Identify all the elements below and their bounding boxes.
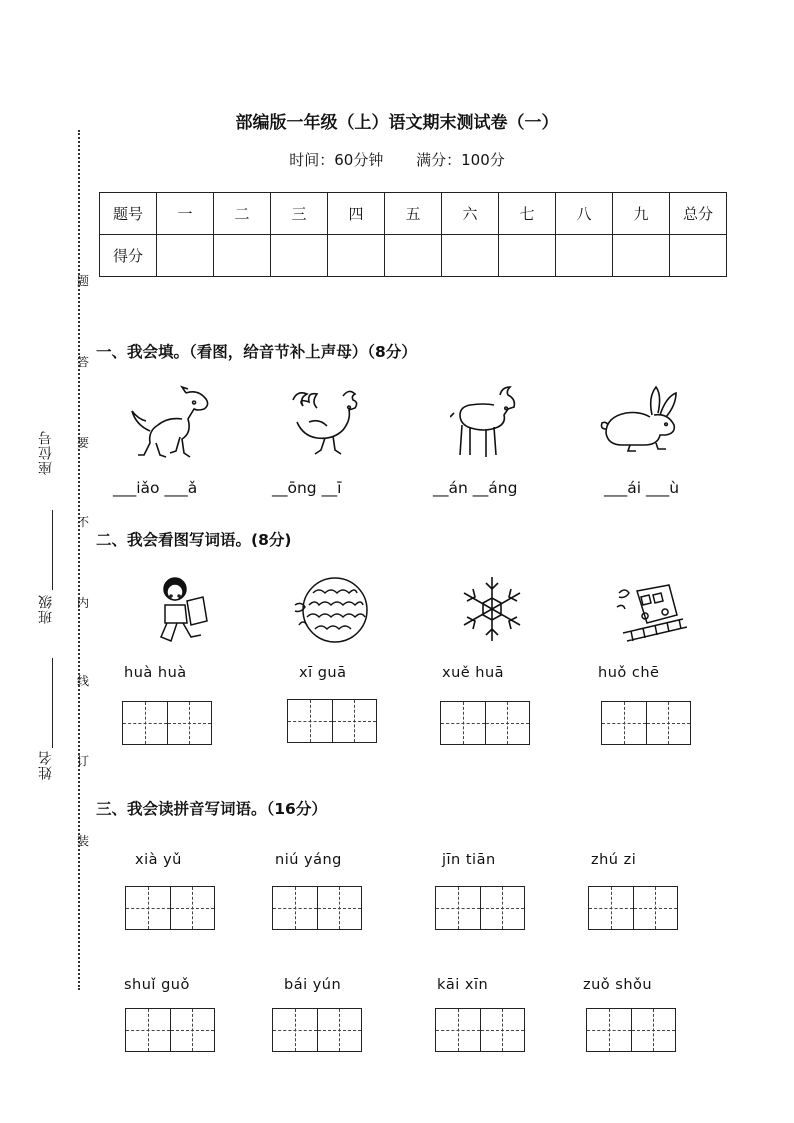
score-header-cell: 七: [499, 193, 556, 235]
watermelon-picture: [293, 575, 371, 645]
section1-title: 一、我会填。（看图，给音节补上声母）（8分）: [96, 343, 417, 361]
score-header-cell: 五: [385, 193, 442, 235]
writing-grid[interactable]: [440, 701, 530, 745]
writing-grid[interactable]: [435, 1008, 525, 1052]
writing-grid[interactable]: [586, 1008, 676, 1052]
section1-blank-rooster[interactable]: __ōng __ī: [272, 479, 342, 497]
score-input-cell[interactable]: [442, 235, 499, 277]
exam-full-score: 满分：100分: [416, 151, 505, 169]
score-header-cell: 八: [556, 193, 613, 235]
score-input-cell[interactable]: [214, 235, 271, 277]
score-table-header-row: [100, 193, 727, 235]
section3-pinyin: jīn tiān: [442, 852, 496, 868]
writing-grid[interactable]: [272, 886, 362, 930]
class-label: 班级: [38, 594, 54, 624]
score-input-cell[interactable]: [328, 235, 385, 277]
section3-pinyin: zhú zi: [591, 852, 637, 868]
binding-char: 订: [76, 754, 89, 768]
score-input-cell[interactable]: [271, 235, 328, 277]
binding-char: 答: [76, 355, 89, 369]
section3-pinyin: bái yún: [284, 977, 342, 993]
score-table-score-row: [100, 235, 727, 277]
score-header-cell: 一: [157, 193, 214, 235]
name-underline[interactable]: [52, 658, 53, 748]
section1-blank-goat[interactable]: __án __áng: [433, 479, 518, 497]
section3-pinyin: zuǒ shǒu: [583, 977, 653, 993]
score-row-label: 得分: [100, 235, 157, 277]
score-header-cell: 二: [214, 193, 271, 235]
writing-grid[interactable]: [122, 701, 212, 745]
score-header-cell: 总分: [670, 193, 727, 235]
binding-char: 不: [76, 515, 89, 529]
rabbit-picture: [600, 385, 682, 463]
score-header-cell: 四: [328, 193, 385, 235]
writing-grid[interactable]: [125, 886, 215, 930]
score-input-cell[interactable]: [613, 235, 670, 277]
binding-char: 要: [76, 436, 89, 450]
section2-pinyin: xī guā: [299, 665, 347, 681]
horse-picture: [128, 385, 212, 463]
score-input-cell[interactable]: [670, 235, 727, 277]
writing-grid[interactable]: [272, 1008, 362, 1052]
section3-title: 三、我会读拼音写词语。（16分）: [96, 800, 327, 818]
section2-pinyin: huǒ chē: [598, 665, 660, 681]
section1-blank-rabbit[interactable]: ___ái ___ù: [604, 479, 680, 497]
name-label: 姓名: [38, 750, 54, 780]
binding-char: 题: [76, 274, 89, 288]
section2-pinyin: huà huà: [124, 665, 187, 681]
exam-time: 时间：60分钟: [289, 151, 384, 169]
seat-number-label: 座位号: [38, 430, 54, 475]
class-underline[interactable]: [52, 510, 53, 590]
section3-pinyin: kāi xīn: [437, 977, 489, 993]
binding-dotted-line: [78, 130, 80, 990]
score-header-cell: 题号: [100, 193, 157, 235]
score-table: [99, 192, 727, 277]
score-input-cell[interactable]: [157, 235, 214, 277]
section2-pinyin: xuě huā: [442, 665, 505, 681]
section2-title: 二、我会看图写词语。(8分): [96, 531, 292, 549]
score-input-cell[interactable]: [385, 235, 442, 277]
binding-char: 线: [76, 674, 89, 688]
score-header-cell: 六: [442, 193, 499, 235]
boy-drawing-picture: [155, 575, 211, 645]
writing-grid[interactable]: [435, 886, 525, 930]
snowflake-picture: [461, 575, 523, 643]
goat-picture: [450, 385, 522, 463]
writing-grid[interactable]: [588, 886, 678, 930]
binding-char: 内: [76, 596, 89, 610]
score-header-cell: 三: [271, 193, 328, 235]
train-picture: [615, 573, 689, 647]
writing-grid[interactable]: [287, 699, 377, 743]
section1-blank-horse[interactable]: ___iǎo ___ǎ: [113, 479, 198, 497]
section3-pinyin: shuǐ guǒ: [124, 977, 190, 993]
score-input-cell[interactable]: [499, 235, 556, 277]
exam-info: [0, 149, 794, 170]
writing-grid[interactable]: [601, 701, 691, 745]
section3-pinyin: niú yáng: [275, 852, 342, 868]
score-header-cell: 九: [613, 193, 670, 235]
rooster-picture: [285, 382, 363, 462]
score-input-cell[interactable]: [556, 235, 613, 277]
writing-grid[interactable]: [125, 1008, 215, 1052]
page-title: 部编版一年级（上）语文期末测试卷（一）: [235, 113, 559, 133]
binding-char: 装: [76, 834, 89, 848]
section3-pinyin: xià yǔ: [135, 852, 182, 868]
